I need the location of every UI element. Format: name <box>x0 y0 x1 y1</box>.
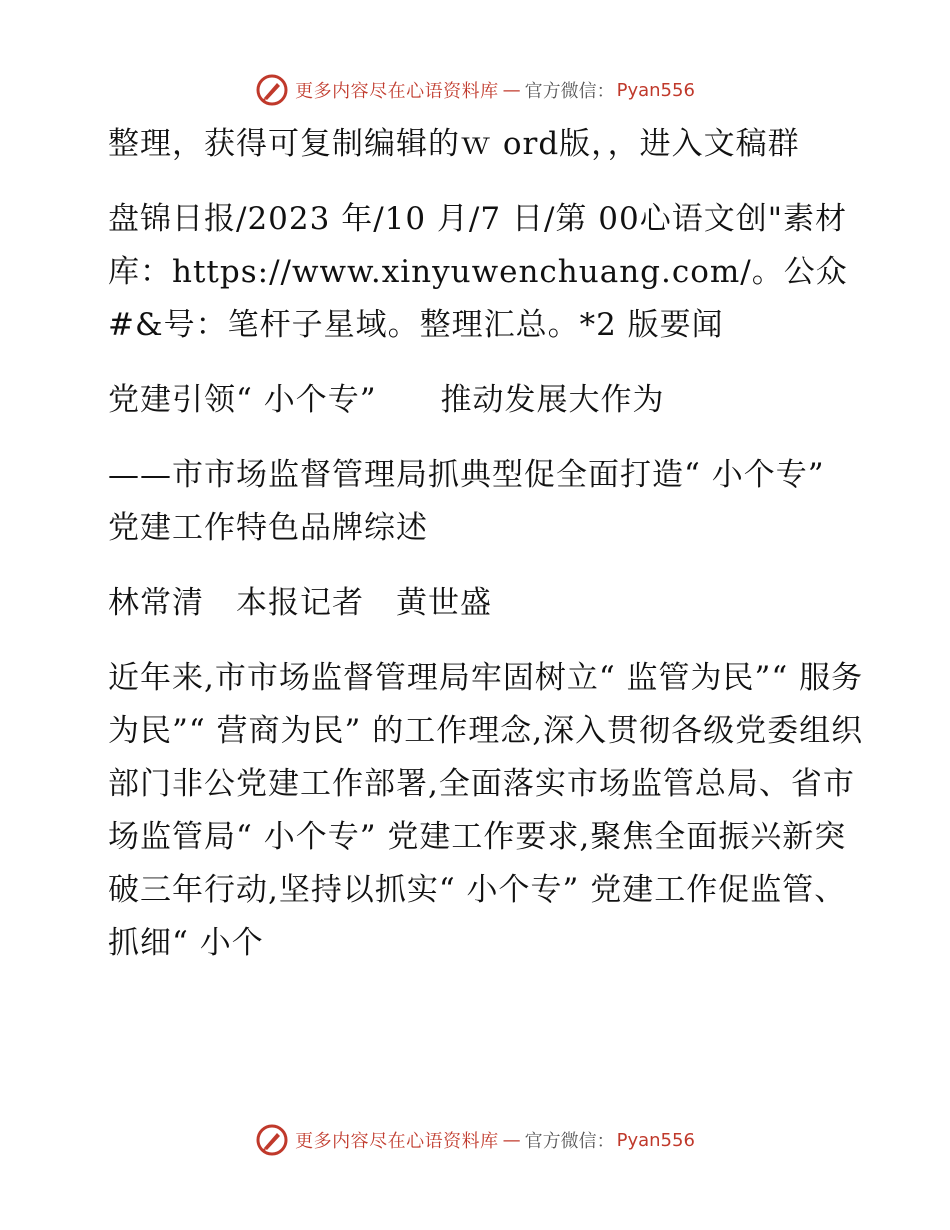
article-subtitle: ——市市场监督管理局抓典型促全面打造“ 小个专” 党建工作特色品牌综述 <box>108 457 825 546</box>
source-line: 盘锦日报/2023 年/10 月/7 日/第 00心语文创"素材库：https://www.xinyuwenchuang.com/。公众#&号：笔杆子星域。整理汇总。*2 版要闻 <box>108 201 848 343</box>
header-watermark <box>0 70 950 110</box>
pen-logo-icon <box>255 73 289 107</box>
watermark-text: 更多内容尽在心语资料库 <box>295 81 499 102</box>
document-body <box>96 118 866 992</box>
watermark-official-label: 官方微信： <box>524 1131 615 1152</box>
article-body-paragraph: 近年来,市市场监督管理局牢固树立“ 监管为民”“ 服务为民”“ 营商为民” 的工作理念,深入贯彻各级党委组织部门非公党建工作部署,全面落实市场监管总局、省市场监管局“ 小个专” 党建工作要求,聚焦全面振兴新突破三年行动,坚持以抓实“ 小个专” 党建工作促监管、抓细“ 小个 <box>108 660 864 961</box>
article-title: 党建引领“ 小个专” 推动发展大作为 <box>108 382 665 418</box>
watermark-separator: — <box>502 1129 521 1151</box>
watermark-separator: — <box>502 79 521 101</box>
watermark-official-label: 官方微信： <box>524 81 615 102</box>
article-byline: 林常清 本报记者 黄世盛 <box>108 585 492 621</box>
pen-logo-icon <box>255 1123 289 1157</box>
footer-watermark <box>0 1120 950 1160</box>
watermark-account: Pyan556 <box>616 1129 695 1151</box>
intro-line: 整理，获得可复制编辑的ｗ ord版，，进入文稿群 <box>108 126 800 162</box>
watermark-text: 更多内容尽在心语资料库 <box>295 1131 499 1152</box>
watermark-account: Pyan556 <box>616 79 695 101</box>
